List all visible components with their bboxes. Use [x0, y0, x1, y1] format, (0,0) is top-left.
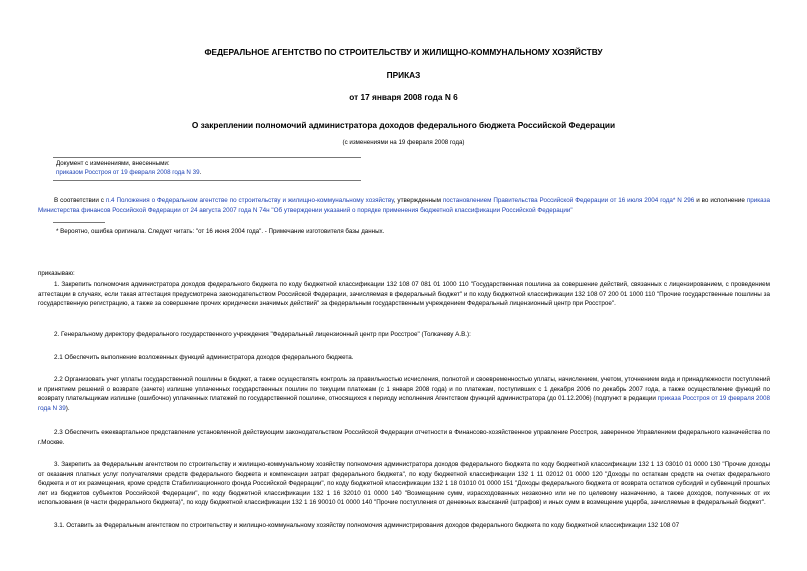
paragraph-2: 2. Генеральному директору федерального государственного учреждения "Федеральный лицензионный центр при Росстрое" (Толкачеву А.В.): — [54, 331, 471, 338]
change-block-top-rule — [53, 157, 361, 158]
doc-type-heading: ПРИКАЗ — [386, 70, 421, 80]
agency-heading: ФЕДЕРАЛЬНОЕ АГЕНТСТВО ПО СТРОИТЕЛЬСТВУ И ЖИЛИЩНО-КОММУНАЛЬНОМУ ХОЗЯЙСТВУ — [204, 47, 603, 57]
change-block-line2: приказом Росстроя от 19 февраля 2008 года N 39. — [56, 169, 202, 176]
order-word: приказываю: — [38, 270, 75, 277]
paragraph-2-2: 2.2 Организовать учет уплаты государственной пошлины в бюджет, а также осуществлять контроль за правильностью исчисления, полнотой и своевременностью уплаты, начислением, учетом, уточнением вида и принадлежности поступлений и принятием решений о возврате (зачете) излишне уплаченных государственных пошлин по текущим платежам (с 1 января 2008 года) и по платежам, поступивших с 1 декабря 2006 по декабрь 2007 года, а также осуществление функций по возврату плательщикам излишне (ошибочно) уплаченных платежей по государственной пошлине, относящихся к периоду исполнения Агентством функций администратора (до 01.12.2006) (подпункт в редакции приказа Росстроя от 19 февраля 2008 года N 39). — [38, 376, 770, 412]
changes-note: (с изменениями на 19 февраля 2008 года) — [342, 139, 465, 146]
paragraph-1: 1. Закрепить полномочия администратора доходов федерального бюджета по коду бюджетной классификации 132 108 07 081 01 1000 110 "Государственная пошлина за совершение действий, связанных с лицензированием, с проведением аттестации в случаях, если такая аттестация предусмотрена законодательством Российской Федерации, зачисляемая в федеральный бюджет" и по коду бюджетной классификации 132 108 07 200 01 1000 110 "Прочие государственные пошлины за государственную регистрацию, а также за совершение прочих юридически значимых действий" за федеральным государственным учреждением Федеральный лицензионный центр при Росстрое". — [38, 281, 770, 308]
change-block-line1: Документ с изменениями, внесенными: — [56, 160, 170, 167]
change-block-bottom-rule — [53, 180, 361, 181]
paragraph-2-3: 2.3 Обеспечить ежеквартальное представление установленной действующим законодательством Российской Федерации отчетности в Финансово-хозяйственное управление Росстроя, заверенное Управлением федерального казначейства по г.Москве. — [38, 429, 770, 446]
document-title: О закреплении полномочий администратора доходов федерального бюджета Российской Федерации — [191, 120, 616, 130]
preamble-paragraph: В соответствии с п.4 Положения о Федеральном агентстве по строительству и жилищно-коммунальному хозяйству, утвержденным постановлением Правительства Российской Федерации от 16 июля 2004 года* N 296 и во исполнение приказа Министерства финансов Российской Федерации от 24 августа 2007 года N 74н "Об утверждении указаний о порядке применения бюджетной классификации Российской Федерации" — [38, 197, 771, 214]
amendment-link[interactable]: приказом Росстроя от 19 февраля 2008 года N 39 — [56, 169, 200, 176]
minfin-order-link[interactable]: приказа Министерства финансов Российской Федерации от 24 августа 2007 года N 74н "Об утверждении указаний о порядке применения бюджетной классификации Российской Федерации" — [38, 197, 771, 214]
footnote-rule — [53, 222, 105, 223]
footnote: * Вероятно, ошибка оригинала. Следует читать: "от 16 июня 2004 года". - Примечание изготовителя базы данных. — [56, 228, 385, 235]
subparagraph-amendment-link[interactable]: приказа Росстроя от 19 февраля 2008 года N 39 — [38, 395, 770, 412]
date-number-heading: от 17 января 2008 года N 6 — [349, 92, 458, 102]
paragraph-3-1: 3.1. Оставить за Федеральным агентством по строительству и жилищно-коммунальному хозяйству полномочия администрирования доходов федерального бюджета по коду бюджетной классификации 132 108 07 — [54, 522, 680, 529]
paragraph-3: 3. Закрепить за Федеральным агентством по строительству и жилищно-коммунальному хозяйству полномочия администратора доходов федерального бюджета по коду бюджетной классификации 132 1 13 03010 01 0000 130 "Прочие доходы от оказания платных услуг получателями средств федерального бюджета и компенсации затрат федерального бюджета", по коду бюджетной классификации 132 1 11 02012 01 0000 120 "Доходы по остаткам средств на счетах федерального бюджета и от их размещения, кроме средств Стабилизационного фонда Российской Федерации", по коду бюджетной классификации 132 1 18 01010 01 0000 151 "Доходы федерального бюджета от возврата остатков субсидий и субвенций прошлых лет из бюджетов субъектов Российской Федерации", по коду бюджетной классификации 132 1 16 32010 01 0000 140 "Возмещение сумм, израсходованных незаконно или не по целевому назначению, а также доходов, полученных от их использования (в части федерального бюджета)", по коду бюджетной классификации 132 1 16 90010 01 0000 140 "Прочие поступления от денежных взысканий (штрафов) и иных сумм в возмещение ущерба, зачисляемые в федеральный бюджет". — [38, 461, 770, 507]
government-decree-link[interactable]: постановлением Правительства Российской Федерации от 16 июля 2004 года* N 296 — [442, 197, 695, 204]
paragraph-2-1: 2.1 Обеспечить выполнение возложенных функций администратора доходов федерального бюджета. — [54, 354, 354, 361]
regulation-link[interactable]: п.4 Положения о Федеральном агентстве по строительству и жилищно-коммунальному хозяйству — [105, 197, 394, 204]
